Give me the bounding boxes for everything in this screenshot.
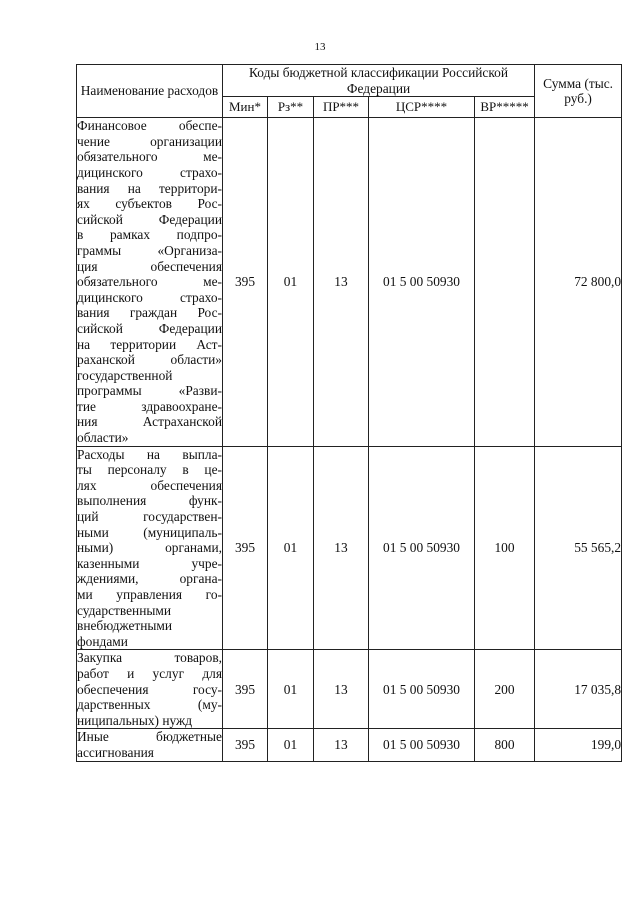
csr-column-header: ЦСР**** — [369, 97, 475, 118]
table-row — [77, 118, 622, 446]
expense-name-line: выполнения функ- — [77, 493, 222, 509]
expense-name-line: обеспечения госу- — [77, 681, 222, 697]
expense-name-line: Иные бюджетные — [77, 729, 222, 745]
expense-name-line: ты персоналу в це- — [77, 462, 222, 478]
expense-type-code-cell: 800 — [475, 729, 535, 761]
expense-name-line: работ и услуг для — [77, 665, 222, 681]
target-article-code-cell: 01 5 00 50930 — [369, 650, 475, 729]
expense-name-line: дицинского страхо- — [77, 164, 222, 180]
expense-name-line: ассигнования — [77, 744, 154, 760]
expense-type-code-cell: 200 — [475, 650, 535, 729]
budget-table — [76, 64, 622, 762]
target-article-code-cell: 01 5 00 50930 — [369, 446, 475, 650]
rz-column-header: Рз** — [268, 97, 314, 118]
expense-name-line: ния Астраханской — [77, 414, 222, 430]
section-code-cell: 01 — [268, 446, 314, 650]
expense-name-line: ждениями, органа- — [77, 571, 222, 587]
ministry-code-cell: 395 — [223, 729, 268, 761]
expense-name-line: Финансовое обеспе- — [77, 118, 222, 134]
expense-name-line: Расходы на выпла- — [77, 446, 222, 462]
section-code-cell: 01 — [268, 729, 314, 761]
pr-column-header: ПР*** — [314, 97, 369, 118]
expense-name-line: ях субъектов Рос- — [77, 196, 222, 212]
codes-group-header: Коды бюджетной классификации Российской Федерации — [223, 65, 535, 97]
expense-name-line: ными (муниципаль- — [77, 524, 222, 540]
expense-name-line: Закупка товаров, — [77, 650, 222, 666]
table-row — [77, 446, 622, 650]
expense-name-line: вания на территори- — [77, 180, 222, 196]
expense-name-line: обязательного ме- — [77, 149, 222, 165]
expense-name-cell — [77, 118, 223, 446]
sum-column-header: Сумма (тыс. руб.) — [535, 65, 622, 118]
expense-name-line: дицинского страхо- — [77, 289, 222, 305]
expense-name-line: ми управления го- — [77, 587, 222, 602]
expense-name-cell — [77, 446, 223, 650]
expense-name-line: граммы «Организа- — [77, 242, 222, 258]
expense-name-line: раханской области» — [77, 352, 222, 368]
expense-name-line: фондами — [77, 633, 128, 649]
expense-name-line: вания граждан Рос- — [77, 305, 222, 321]
page-number: 13 — [314, 41, 326, 53]
expense-name-cell — [77, 729, 223, 761]
expense-name-line: в рамках подпро- — [77, 227, 222, 243]
expense-name-line: обязательного ме- — [77, 274, 222, 290]
ministry-code-cell: 395 — [223, 118, 268, 446]
expense-name-line: дарственных (му- — [77, 697, 222, 713]
table-row — [77, 729, 622, 761]
expense-name-line: государственной — [77, 367, 173, 383]
expense-type-code-cell: 100 — [475, 446, 535, 650]
sum-cell: 72 800,0 — [535, 118, 622, 446]
expense-name-line: ниципальных) нужд — [77, 712, 193, 728]
expense-name-line: лях обеспечения — [77, 477, 222, 493]
subsection-code-cell: 13 — [314, 729, 369, 761]
expense-name-line: на территории Аст- — [77, 336, 222, 352]
expense-name-line: внебюджетными — [77, 618, 173, 634]
ministry-code-cell: 395 — [223, 446, 268, 650]
expense-type-code-cell — [475, 118, 535, 446]
expense-name-line: ций государствен- — [77, 509, 222, 525]
expense-name-line: сийской Федерации — [77, 211, 222, 227]
table-row — [77, 650, 622, 729]
header-row — [77, 65, 622, 97]
subsection-code-cell: 13 — [314, 118, 369, 446]
subsection-code-cell: 13 — [314, 650, 369, 729]
expense-name-line: области» — [77, 430, 129, 446]
expense-name-line: ция обеспечения — [77, 258, 222, 274]
vr-column-header: ВР***** — [475, 97, 535, 118]
expense-name-line: сударственными — [77, 602, 172, 618]
expense-name-line: программы «Разви- — [77, 383, 222, 399]
min-column-header: Мин* — [223, 97, 268, 118]
sum-cell: 199,0 — [535, 729, 622, 761]
sum-cell: 55 565,2 — [535, 446, 622, 650]
expense-name-line: тие здравоохране- — [77, 398, 222, 414]
section-code-cell: 01 — [268, 650, 314, 729]
section-code-cell: 01 — [268, 118, 314, 446]
expense-name-line: ными) органами, — [77, 540, 222, 556]
name-column-header: Наименование расходов — [77, 65, 223, 118]
expense-name-line: казенными учре- — [77, 555, 222, 571]
expense-name-cell — [77, 650, 223, 729]
subsection-code-cell: 13 — [314, 446, 369, 650]
target-article-code-cell: 01 5 00 50930 — [369, 118, 475, 446]
sum-cell: 17 035,8 — [535, 650, 622, 729]
ministry-code-cell: 395 — [223, 650, 268, 729]
expense-name-line: сийской Федерации — [77, 320, 222, 336]
target-article-code-cell: 01 5 00 50930 — [369, 729, 475, 761]
expense-name-line: чение организации — [77, 133, 222, 149]
